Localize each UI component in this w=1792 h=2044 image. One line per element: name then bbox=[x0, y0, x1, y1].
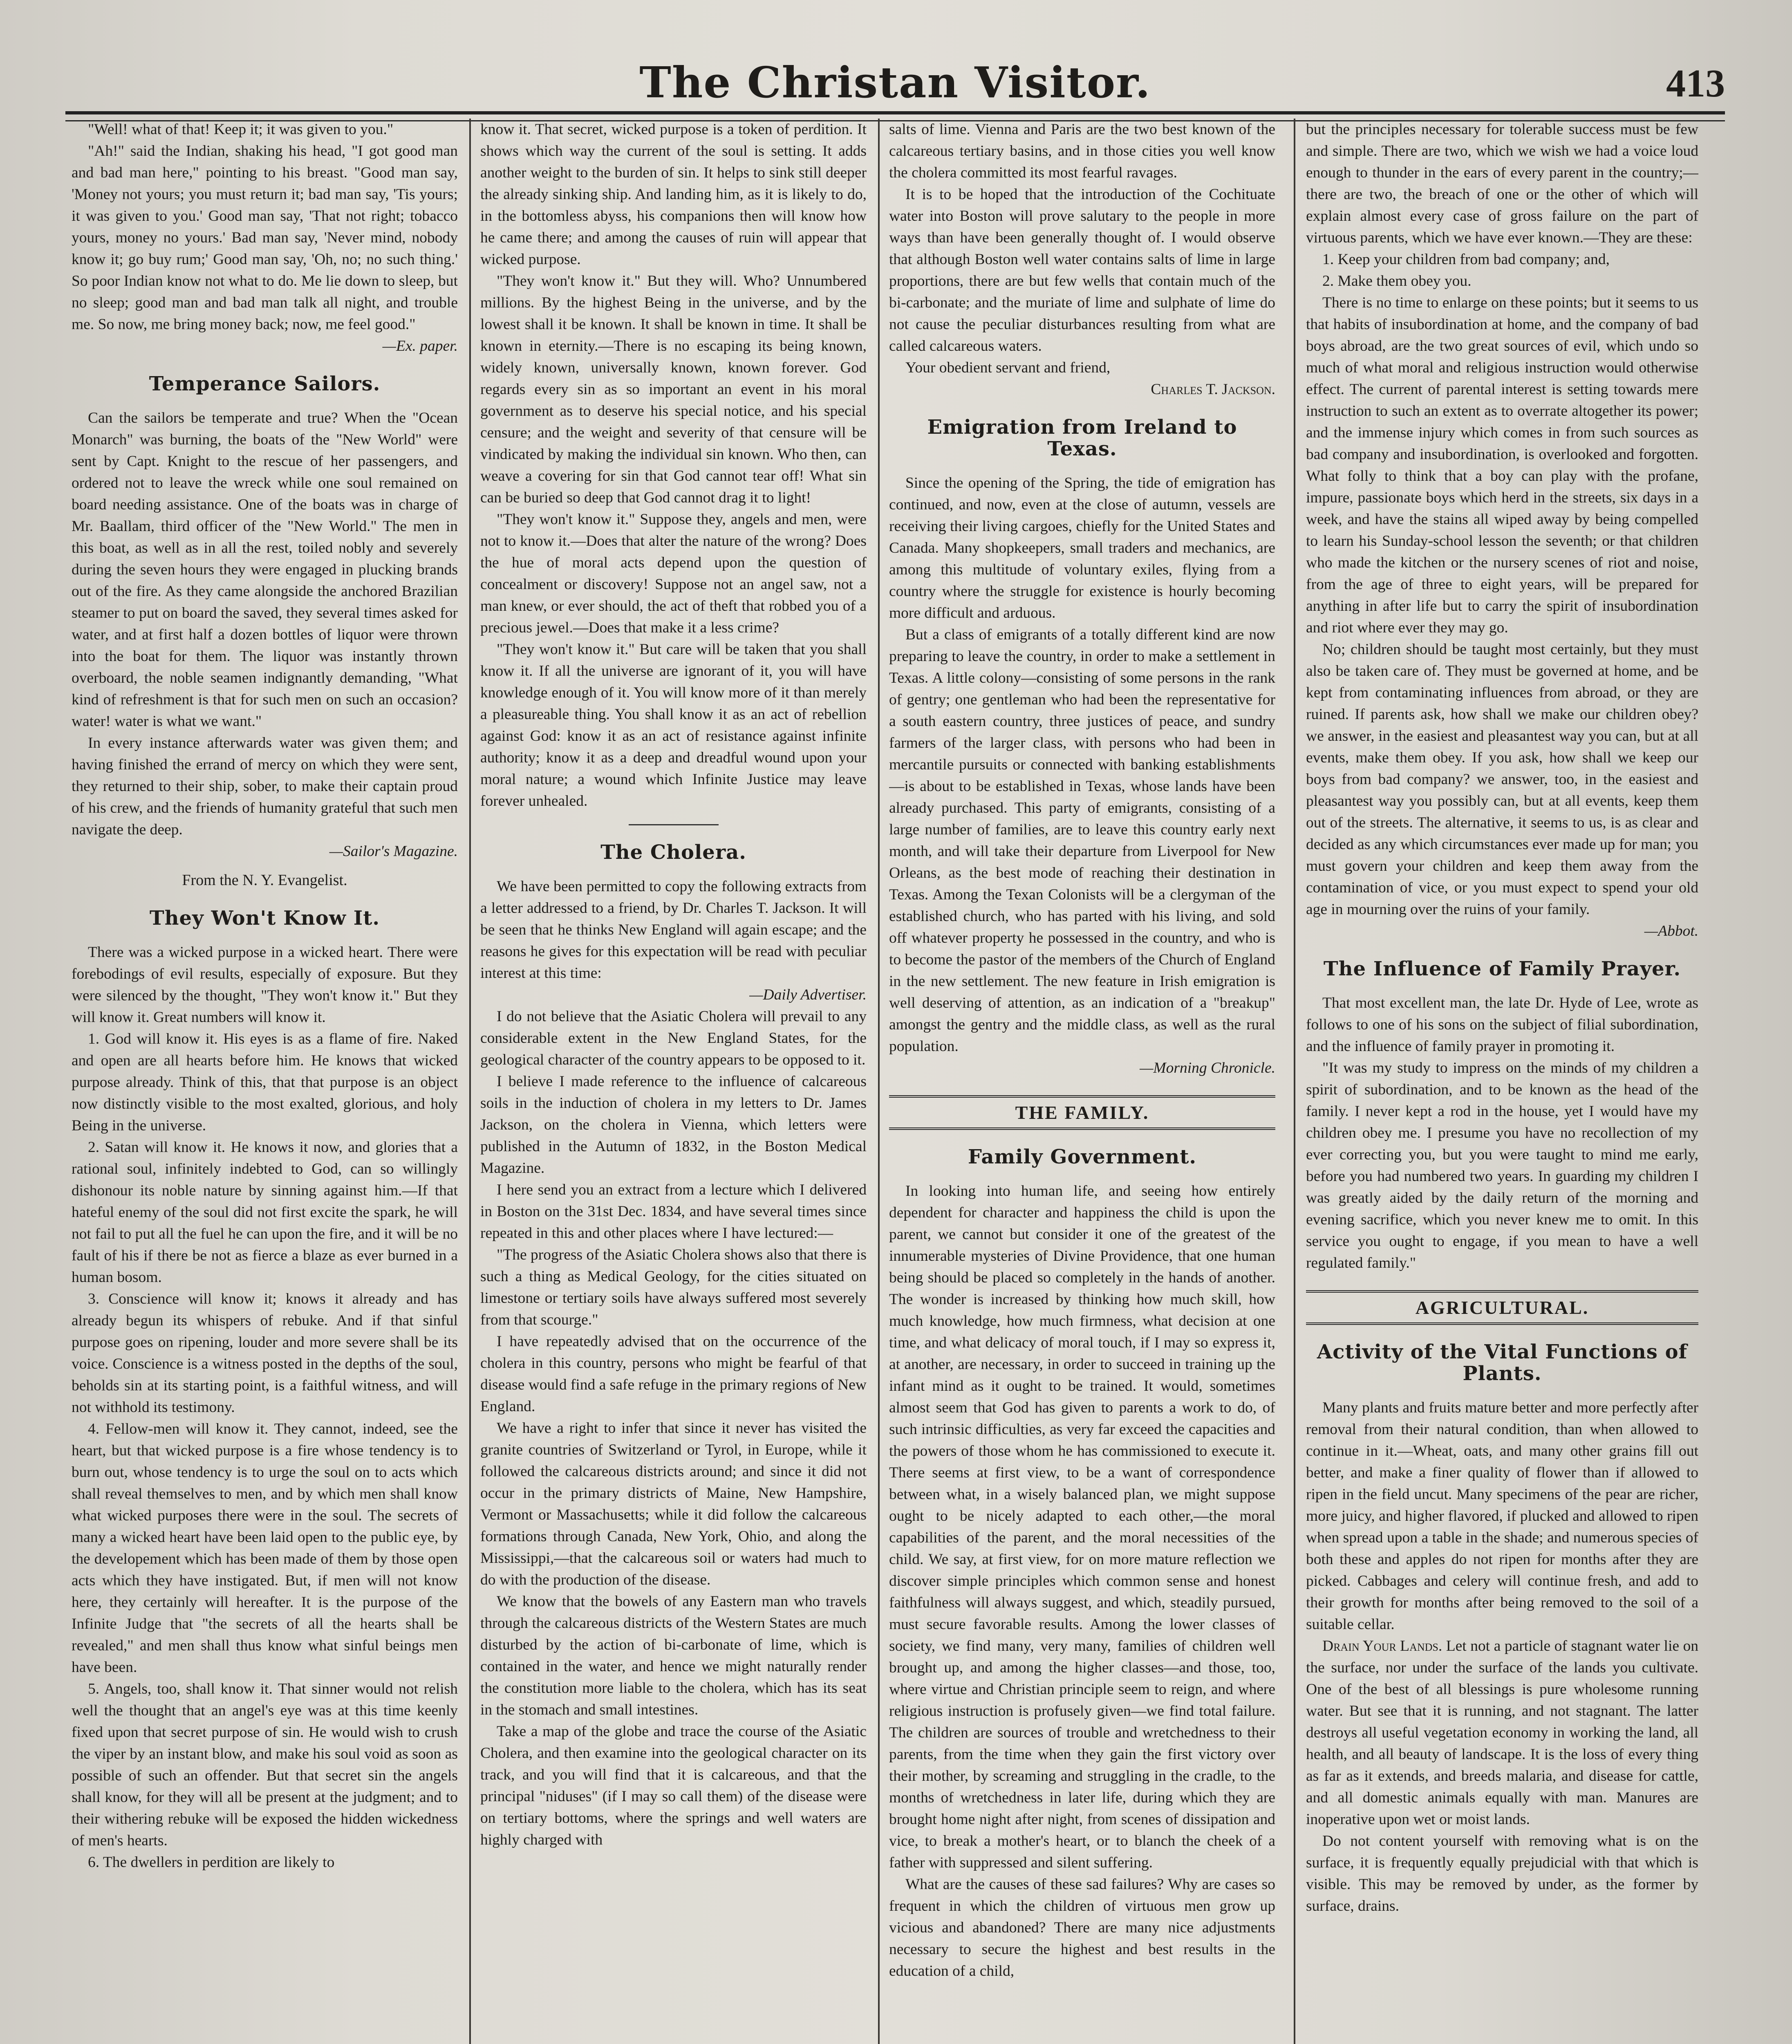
paragraph: "It was my study to impress on the minds of my children a spirit of subordination, and to be known as the head of the family. I never kept a rod in the house, yet I would have my children obey me. I presume you have no recollection of my ever correcting you, but you were taught to mind me early, before you had numbered two years. In guarding my children I was greatly aided by the daily return of the morning and evening sacrifice, which you never knew me to omit. In this service you ought to engage, if you mean to have a well regulated family." bbox=[1306, 1060, 1698, 1271]
column-2 bbox=[480, 119, 867, 2044]
paragraph: But a class of emigrants of a totally different kind are now preparing to leave the country, in order to make a settlement in Texas. A little colony—consisting of some persons in the rank of gentry; one gentleman who had been the representative for a south eastern country, three justices of peace, and sundry farmers of the larger class, with persons who had been in mercantile pursuits or connected with banking establishments—is about to be established in Texas, whose lands have been already purchased. This party of emigrants, consisting of a large number of families, are to leave this country early next month, and will take their departure from Liverpool for New Orleans, as the best mode of reaching their destination in Texas. Among the Texan Colonists will be a clergyman of the established church, who has parted with his living, and sold off whatever property he possessed in the country, and who is to become the pastor of the members of the Church of England in the new settlement. The new feature in Irish emigration is well deserving of attention, as an indication of a "breakup" amongst the gentry and the middle class, as well as the rural population. bbox=[889, 626, 1275, 1055]
paragraph: 6. The dwellers in perdition are likely to bbox=[88, 1854, 335, 1871]
paragraph: 5. Angels, too, shall know it. That sinner would not relish well the thought that an angel's eye was at this time keenly fixed upon that secret purpose of sin. He would wish to crush the viper by an instant blow, and make his soul void as soon as possible of such an offender. But that secret sin the angels shall know, for they will all be present at the judgment; and to their withering rebuke will be exposed the hidden wickedness of men's hearts. bbox=[72, 1681, 458, 1849]
reprint-credit: From the N. Y. Evangelist. bbox=[182, 872, 347, 889]
paragraph: I do not believe that the Asiatic Cholera will prevail to any considerable extent in the New England States, for the geological character of the country appears to be opposed to it. bbox=[480, 1008, 867, 1068]
source-credit: —Morning Chronicle. bbox=[1140, 1060, 1275, 1076]
column-divider bbox=[878, 119, 880, 2044]
paragraph: "They won't know it." But care will be taken that you shall know it. If all the universe are ignorant of it, you will have knowledge enough of it. You will know more of it than merely a pleasureable thing. You shall know it as an act of rebellion against God: know it as an act of resistance against infinite authority; know it as a deep and dreadful wound upon your moral nature; a wound which Infinite Justice may leave forever unhealed. bbox=[480, 641, 867, 809]
signature: Charles T. Jackson. bbox=[1151, 381, 1275, 398]
source-credit: —Ex. paper. bbox=[382, 338, 458, 354]
paragraph: We have a right to infer that since it never has visited the granite countries of Switzerland or Tyrol, in Europe, while it followed the calcareous districts around; and since it did not occur in the primary districts of Maine, New Hampshire, Vermont or Massachusetts; while it did follow the calcareous formations through Canada, New York, Ohio, and along the Mississippi,—that the calcareous soil or waters had much to do with the production of the disease. bbox=[480, 1420, 867, 1588]
paragraph: 3. Conscience will know it; knows it already and has already begun its whispers of rebuke. And if that sinful purpose goes on ripening, louder and more severe shall be its voice. Conscience is a witness posted in the depths of the soul, beholds sin at its starting point, is a faithful witness, and will not withhold its testimony. bbox=[72, 1291, 458, 1416]
paragraph: It is to be hoped that the introduction of the Cochituate water into Boston will prove salutary to the people in more ways than have been generally thought of. I would observe that although Boston well water contains salts of lime in large proportions, there are but few wells that contain much of the bi-carbonate; and the muriate of lime and sulphate of lime do not cause the peculiar disturbances resulting from what are called calcareous waters. bbox=[889, 186, 1275, 354]
paragraph-text: Let not a particle of stagnant water lie on the surface, nor under the surface of the lands you cultivate. One of the best of all blessings is pure wholesome running water. But see that it is running, and not stagnant. The latter destroys all useful vegetation economy in working the land, all health, and all beauty of landscape. It is the loss of every thing as far as it extends, and breeds malaria, and disease for cattle, and all domestic animals equally with man. Manures are inoperative upon wet or moist lands. bbox=[1306, 1638, 1698, 1828]
paragraph: "They won't know it." But they will. Who? Unnumbered millions. By the highest Being in the universe, and by the lowest shall it be known. It shall be known in time. It shall be known in eternity.—There is no escaping its being known, widely known, universally known, known forever. God regards every sin as so important an event in his moral government as to deserve his special notice, and his special censure; and the weight and severity of that censure will be vindicated by making the individual sin known. Who then, can weave a covering for sin that God cannot tear off! What sin can be buried so deep that God cannot drag it to light! bbox=[480, 273, 867, 506]
article-headline: The Cholera. bbox=[600, 841, 746, 864]
paragraph: I here send you an extract from a lecture which I delivered in Boston on the 31st Dec. 1834, and have several times since repeated in this and other places where I have lectured:— bbox=[480, 1181, 867, 1242]
paragraph: 2. Satan will know it. He knows it now, and glories that a rational soul, infinitely indebted to God, can so willingly dishonour its noble nature by sinning against him.—If that hateful enemy of the soul did not first excite the spark, he will not fail to put all the fuel he can upon the fire, and it will be no fault of his if there be not as fierce a blaze as ever burned in a human bosom. bbox=[72, 1139, 458, 1286]
list-item: 1. Keep your children from bad company; and, bbox=[1322, 251, 1610, 268]
column-divider bbox=[469, 119, 471, 2044]
paragraph: Since the opening of the Spring, the tide of emigration has continued, and now, even at the close of autumn, vessels are receiving their living cargoes, chiefly for the United States and Canada. Many shopkeepers, small traders and mechanics, are among this multitude of voluntary exiles, flying from a country where the struggle for existence is hourly becoming more difficult and arduous. bbox=[889, 475, 1275, 621]
paragraph: I have repeatedly advised that on the occurrence of the cholera in this country, persons who might be fearful of that disease would find a safe refuge in the primary regions of New England. bbox=[480, 1333, 867, 1415]
paragraph: In every instance afterwards water was given them; and having finished the errand of mercy on which they were sent, they returned to their ship, sober, to make their captain proud of his crew, and the friends of humanity grateful that such men navigate the deep. bbox=[72, 735, 458, 838]
paragraph: No; children should be taught most certainly, but they must also be taken care of. They must be governed at home, and be kept from contaminating influences from abroad, or they are ruined. If parents ask, how shall we make our children obey? we answer, in the easiest and pleasantest way you can, but at all events, make them obey. If you ask, how shall we keep our boys from bad company? we answer, too, in the easiest and pleasantest way you possibly can, but at all events, keep them out of the streets. The alternative, it seems to us, is as clear and decided as any which circumstances ever made up for man; you must govern your children and keep them away from the contamination of vice, or you must expect to spend your old age in mourning over the ruins of your family. bbox=[1306, 641, 1698, 918]
paragraph: That most excellent man, the late Dr. Hyde of Lee, wrote as follows to one of his sons on the subject of filial subordination, and the influence of family prayer in promoting it. bbox=[1306, 995, 1698, 1055]
article-headline: Temperance Sailors. bbox=[149, 372, 381, 395]
paragraph: I believe I made reference to the influence of calcareous soils in the induction of cholera in my letters to Dr. James Jackson, on the cholera in Vienna, which letters were published in the Autumn of 1832, in the Boston Medical Magazine. bbox=[480, 1073, 867, 1177]
paragraph: "Ah!" said the Indian, shaking his head, "I got good man and bad man here," pointing to his breast. "Good man say, 'Money not yours; you must return it; bad man say, 'Tis yours; it was given to you.' Good man say, 'That not right; tobacco yours, money no yours.' Bad man say, 'Never mind, nobody know it; go buy rum;' Good man say, 'Oh, no; no such thing.' So poor Indian know not what to do. Me lie down to sleep, but no sleep; good man and bad man talk all night, and trouble me. So now, me bring money back; now, me feel good." bbox=[72, 143, 458, 333]
column-1 bbox=[72, 119, 458, 2044]
paragraph: know it. That secret, wicked purpose is a token of perdition. It shows which way the current of the soul is setting. It adds another weight to the burden of sin. It helps to sink still deeper the already sinking ship. And landing him, as it is likely to do, in the bottomless abyss, his companions then will know how he came there; and among the causes of ruin will appear that wicked purpose. bbox=[480, 121, 867, 268]
paragraph: "They won't know it." Suppose they, angels and men, were not to know it.—Does that alter the nature of the wrong? Does the hue of moral acts depend upon the question of concealment or discovery! Suppose not an angel saw, not a man knew, or ever should, the act of theft that robbed you of a precious jewel.—Does that make it a less crime? bbox=[480, 511, 867, 636]
page-number: 413 bbox=[1666, 61, 1725, 105]
paragraph: Take a map of the globe and trace the course of the Asiatic Cholera, and then examine into the geological character on its track, and you will find that it is calcareous, and that the principal "niduses" (if I may so call them) of the disease were on tertiary bottoms, where the springs and well waters are highly charged with bbox=[480, 1723, 867, 1848]
paragraph: 1. God will know it. His eyes is as a flame of fire. Naked and open are all hearts before him. He knows that wicked purpose already. Think of this, that that purpose is an object now distinctly visible to the most exalted, glorious, and holy Being in the universe. bbox=[72, 1031, 458, 1134]
paragraph: Can the sailors be temperate and true? When the "Ocean Monarch" was burning, the boats of the "New World" were sent by Capt. Knight to the rescue of her passengers, and ordered not to leave the wreck while one soul remained on board needing assistance. One of the boats was in charge of Mr. Baallam, third officer of the "New World." The men in this boat, as well as in all the rest, toiled nobly and severely during the seven hours they were engaged in plucking brands out of the fire. As they came alongside the anchored Brazilian steamer to put on board the saved, they several times asked for water, and at first half a dozen bottles of liquor were thrown into the boat for them. The liquor was instantly thrown overboard, the noble seamen indignantly demanding, "What kind of refreshment is that for such men on such an occasion? water! water is what we want." bbox=[72, 410, 458, 730]
subhead-drain: Drain Your Lands. bbox=[1322, 1638, 1443, 1654]
section-banner: THE FAMILY. bbox=[889, 1095, 1275, 1130]
column-4 bbox=[1306, 119, 1698, 2044]
paragraph: What are the causes of these sad failures? Why are cases so frequent in which the children of virtuous men grow up vicious and abandoned? There are many nice adjustments necessary to secure the highest and best results in the education of a child, bbox=[889, 1876, 1275, 1979]
paragraph: but the principles necessary for tolerable success must be few and simple. There are two, which we wish we had a voice loud enough to thunder in the ears of every parent in the country;—there are two, the breach of one or the other of which will explain almost every case of gross failure on the part of virtuous parents, which we have ever known.—They are these: bbox=[1306, 121, 1698, 246]
paragraph: Your obedient servant and friend, bbox=[905, 359, 1111, 376]
paragraph bbox=[1306, 1635, 1698, 1830]
paragraph: Many plants and fruits mature better and more perfectly after removal from their natural condition, than when allowed to continue in it.—Wheat, oats, and many other grains fill out better, and make a finer quality of flower than if allowed to ripen in the field uncut. Many specimens of the pear are richer, more juicy, and higher flavored, if plucked and allowed to ripen when spread upon a table in the shade; and numerous species of both these and apples do not ripen for months after they are picked. Cabbages and celery will continue fresh, and add to their growth for months after being removed to the soil of a suitable cellar. bbox=[1306, 1399, 1698, 1633]
paragraph: In looking into human life, and seeing how entirely dependent for character and happiness the child is upon the parent, we cannot but consider it one of the greatest of the innumerable mysteries of Divine Providence, that one human being should be placed so completely in the hands of another. The wonder is increased by thinking how much skill, how much knowledge, how much firmness, what decision at one time, and what delicacy of moral touch, if I may so express it, at another, are necessary, in order to succeed in training up the infant mind as it ought to be trained. It would, sometimes almost seem that God has given to parents a work to do, of such intrinsic difficulties, as very far exceed the capacities and the powers of those whom he has commissioned to execute it. There seems at first view, to be a want of correspondence between what, in a wisely balanced plan, we might suppose ought to be nicely adapted to each other,—the moral capabilities of the parent, and the moral necessities of the child. We say, at first view, for on more mature reflection we discover simple principles which common sense and honest faithfulness will always suggest, and which, steadily pursued, must secure favorable results. Among the lower classes of society, we find many, very many, families of children well brought up, and among the higher classes—and those, too, where virtue and Christian principle seem to reign, and where religious instruction is profusely given—we find total failure. The children are sources of trouble and wretchedness to their parents, from the time when they gain the first victory over their mother, by screaming and struggling in the cradle, to the months of wretchedness in later life, during which they are brought home night after night, from scenes of dissipation and vice, to break a mother's heart, or to blanch the cheek of a father with suppressed and silent suffering. bbox=[889, 1183, 1275, 1871]
article-headline: The Influence of Family Prayer. bbox=[1323, 957, 1681, 980]
column-divider bbox=[1294, 119, 1295, 2044]
paragraph: We know that the bowels of any Eastern man who travels through the calcareous districts of the Western States are much disturbed by the action of bi-carbonate of lime, which is contained in the water, and hence we might naturally render the constitution more liable to the cholera, which has its seat in the stomach and small intestines. bbox=[480, 1593, 867, 1718]
paragraph: Do not content yourself with removing what is on the surface, it is frequently equally prejudicial with that which is visible. This may be removed by under, as the former by surface, drains. bbox=[1306, 1833, 1698, 1914]
article-headline: Emigration from Ireland to Texas. bbox=[927, 416, 1237, 460]
paragraph: "Well! what of that! Keep it; it was given to you." bbox=[88, 121, 394, 138]
article-headline: Activity of the Vital Functions of Plants. bbox=[1317, 1340, 1688, 1385]
paragraph: salts of lime. Vienna and Paris are the two best known of the calcareous tertiary basins, and in those cities you well know the cholera committed its most fearful ravages. bbox=[889, 121, 1275, 181]
article-headline: They Won't Know It. bbox=[149, 907, 380, 930]
section-banner: AGRICULTURAL. bbox=[1306, 1290, 1698, 1325]
masthead-title: The Christan Visitor. bbox=[639, 57, 1151, 108]
source-credit: —Abbot. bbox=[1644, 923, 1698, 939]
paragraph: We have been permitted to copy the following extracts from a letter addressed to a friend, by Dr. Charles T. Jackson. It will be seen that he thinks New England will again escape; and the reasons he gives for this expectation will be read with peculiar interest at this time: bbox=[480, 878, 867, 982]
source-credit: —Daily Advertiser. bbox=[749, 986, 867, 1003]
paragraph: 4. Fellow-men will know it. They cannot, indeed, see the heart, but that wicked purpose is a fire whose tendency is to burn out, whose tendency is to urge the soul on to acts which shall reveal themselves to men, and by which men shall know what wicked purposes there were in the soul. The secrets of many a wicked heart have been laid open to the public eye, by the developement which has been made of them by those open acts which they have instigated. But, if men will not know here, they certainly will hereafter. It is the purpose of the Infinite Judge that "the secrets of all the hearts shall be revealed," and men shall thus know what sinful beings men have been. bbox=[72, 1421, 458, 1676]
paragraph: There is no time to enlarge on these points; but it seems to us that habits of insubordination at home, and the company of bad boys abroad, are the two great sources of evil, which undo so much of what moral and religious instruction would otherwise effect. The current of parental interest is setting towards mere instruction to such an extent as to overrate altogether its power; and the immense injury which comes in from such sources as bad company and insubordination, is overlooked and forgotten. What folly to think that a boy can play with the profane, impure, passionate boys which herd in the streets, six days in a week, and have the stains all wiped away by being compelled to learn his Sunday-school lesson the seventh; or that children who made the kitchen or the nursery scenes of riot and noise, from the age of three to eight years, will be prepared for anything in after life but to carry the spirit of insubordination and riot where ever they may go. bbox=[1306, 294, 1698, 636]
source-credit: —Sailor's Magazine. bbox=[329, 843, 458, 860]
list-item: 2. Make them obey you. bbox=[1322, 273, 1472, 289]
paragraph: "The progress of the Asiatic Cholera shows also that there is such a thing as Medical Geology, for the cities situated on limestone or tertiary soils have always suffered most severely from that scourge." bbox=[480, 1246, 867, 1328]
section-rule bbox=[629, 824, 719, 825]
column-3 bbox=[889, 119, 1275, 2044]
paragraph: There was a wicked purpose in a wicked heart. There were forebodings of evil results, especially of exposure. But they were silenced by the thought, "They won't know it." But they will know it. Great numbers will know it. bbox=[72, 944, 458, 1026]
masthead bbox=[65, 53, 1725, 110]
article-headline: Family Government. bbox=[968, 1145, 1197, 1168]
